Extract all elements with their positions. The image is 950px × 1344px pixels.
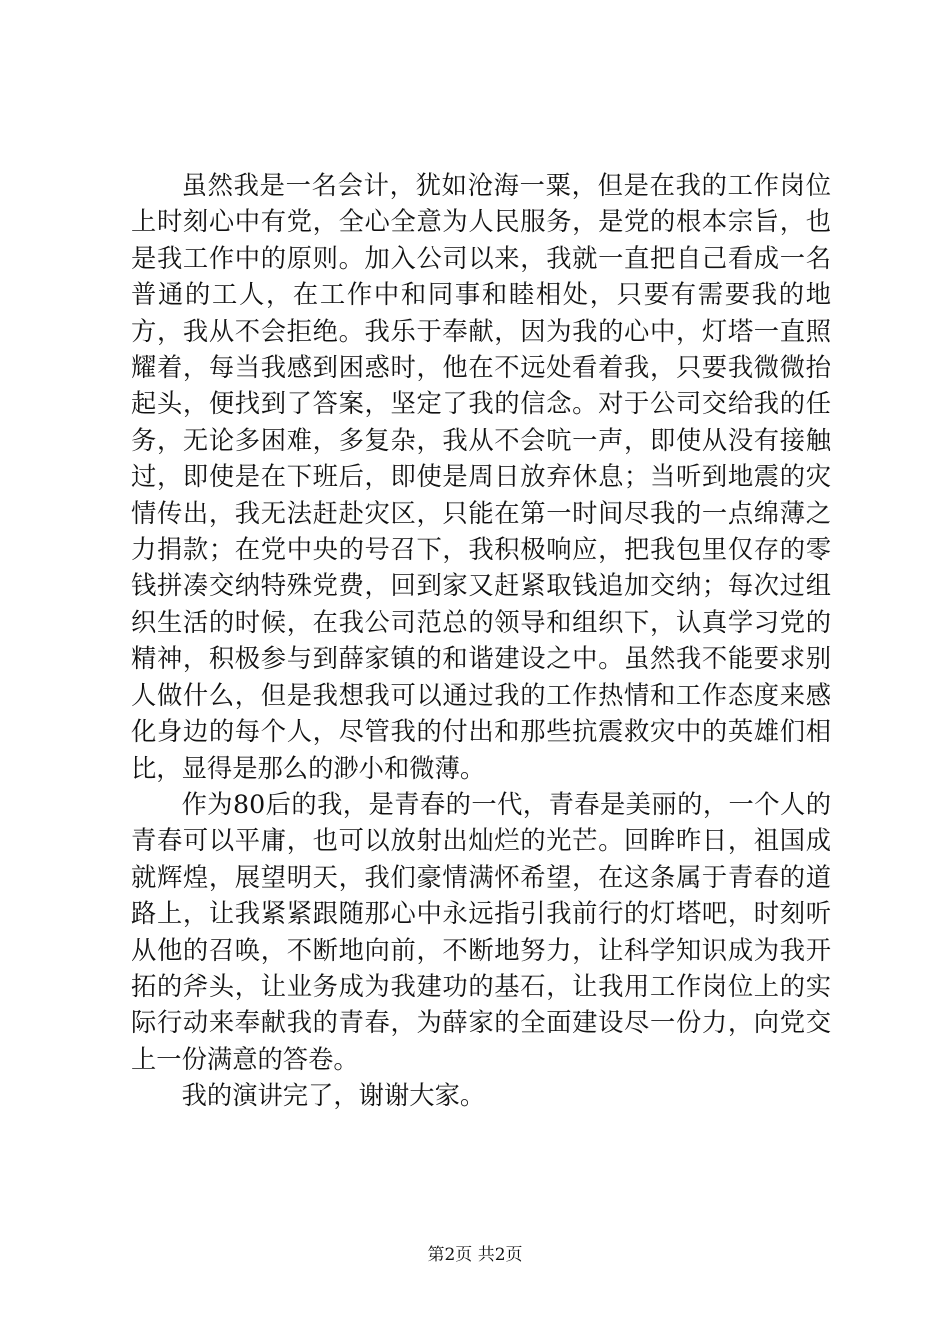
page-number: 第2页 [427, 1245, 473, 1265]
page-total: 共2页 [477, 1245, 523, 1265]
paragraph-1: 虽然我是一名会计，犹如沧海一粟，但是在我的工作岗位上时刻心中有党，全心全意为人民服务，是党的根本宗旨，也是我工作中的原则。加入公司以来，我就一直把自己看成一名普通的工人，在工作中和同事和睦相处，只要有需要我的地方，我从不会拒绝。我乐于奉献，因为我的心中，灯塔一直照耀着，每当我感到困惑时，他在不远处看着我，只要我微微抬起头，便找到了答案，坚定了我的信念。对于公司交给我的任务，无论多困难，多复杂，我从不会吭一声，即使从没有接触过，即使是在下班后，即使是周日放弃休息；当听到地震的灾情传出，我无法赶赴灾区，只能在第一时间尽我的一点绵薄之力捐款；在党中央的号召下，我积极响应，把我包里仅存的零钱拼凑交纳特殊党费，回到家又赶紧取钱追加交纳；每次过组织生活的时候，在我公司范总的领导和组织下，认真学习党的精神，积极参与到薛家镇的和谐建设之中。虽然我不能要求别人做什么，但是我想我可以通过我的工作热情和工作态度来感化身边的每个人，尽管我的付出和那些抗震救灾中的英雄们相比，显得是那么的渺小和微薄。 [131, 171, 831, 783]
paragraph-3: 我的演讲完了，谢谢大家。 [181, 1081, 486, 1111]
page-footer [0, 1244, 950, 1266]
paragraph-2: 作为80后的我，是青春的一代，青春是美丽的，一个人的青春可以平庸，也可以放射出灿烂的光芒。回眸昨日，祖国成就辉煌，展望明天，我们豪情满怀希望，在这条属于青春的道路上，让我紧紧跟随那心中永远指引我前行的灯塔吧，时刻听从他的召唤，不断地向前，不断地努力，让科学知识成为我开拓的斧头，让业务成为我建功的基石，让我用工作岗位上的实际行动来奉献我的青春，为薛家的全面建设尽一份力，向党交上一份满意的答卷。 [131, 789, 831, 1074]
document-body [131, 168, 831, 1115]
